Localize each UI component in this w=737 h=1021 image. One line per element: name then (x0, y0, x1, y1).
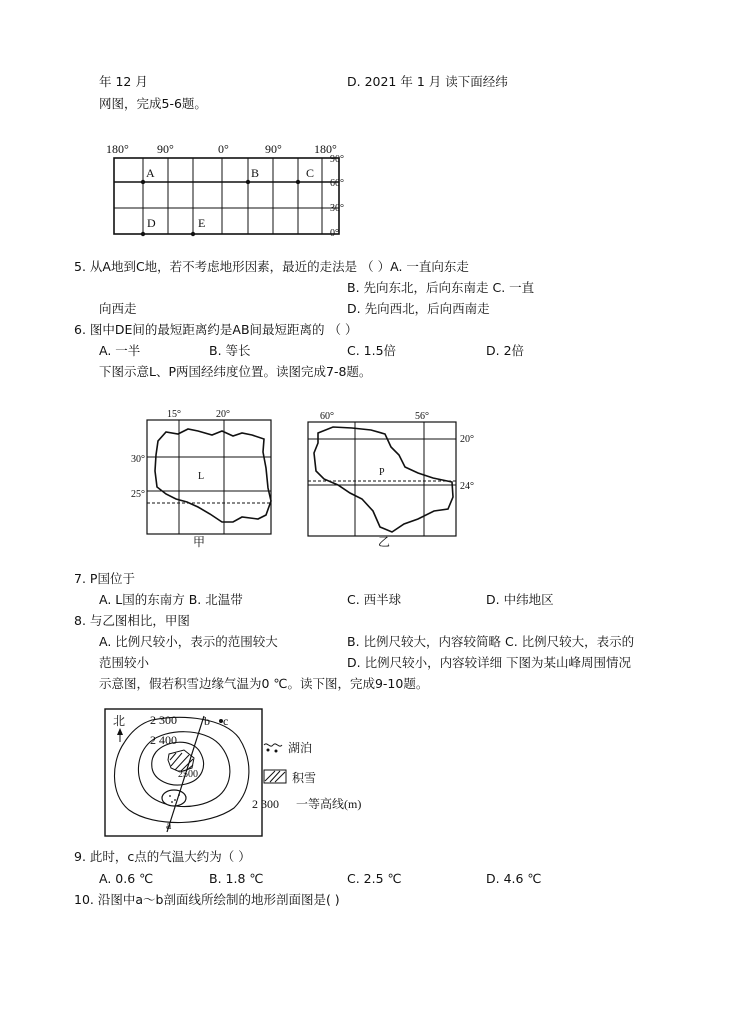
contour-2500: 2500 (178, 769, 198, 780)
point-c-label: c (223, 714, 229, 728)
jia-lat-25: 25° (131, 489, 145, 500)
question-7-option-d: D. 中纬地区 (486, 592, 554, 607)
lat-label-30: 30° (330, 203, 344, 214)
question-9-option-a: A. 0.6 ℃ (99, 871, 154, 886)
caption-jia: 甲 (193, 535, 206, 549)
legend-snow: 积雪 (292, 771, 317, 785)
question-5-options-b: B. 先向东北，后向东南走 C. 一直 (347, 280, 535, 295)
question-8: 8. 与乙图相比，甲图 (74, 613, 190, 628)
contour-2400: 2 400 (150, 733, 177, 747)
legend-lake: 湖泊 (288, 741, 313, 755)
map-jia (130, 405, 278, 550)
question-5: 5. 从A地到C地，若不考虑地形因素，最近的走法是 （ ）A. 一直向东走 (74, 259, 469, 274)
line-1-right: D. 2021 年 1 月 读下面经纬 (347, 74, 508, 89)
contour-2300-legend: 2 300 (252, 797, 279, 811)
question-6-option-c: C. 1.5倍 (347, 343, 397, 358)
point-e: E (198, 216, 206, 230)
jia-lon-15: 15° (167, 409, 181, 420)
question-7: 7. P国位于 (74, 571, 135, 586)
legend-lake-symbol (264, 744, 282, 752)
question-9-option-d: D. 4.6 ℃ (486, 871, 542, 886)
point-b-label: b (204, 714, 210, 728)
question-8-option-d: D. 比例尺较小，内容较详细 下图为某山峰周围情况 (347, 655, 632, 670)
question-9-option-b: B. 1.8 ℃ (209, 871, 264, 886)
question-6-option-a: A. 一半 (99, 343, 141, 358)
question-8-option-a: A. 比例尺较小，表示的范围较大 (99, 634, 278, 649)
lat-labels (330, 154, 344, 239)
jia-lon-20: 20° (216, 409, 230, 420)
caption-yi: 乙 (378, 535, 391, 549)
line-1-left: 年 12 月 (99, 74, 148, 89)
yi-lon-56: 56° (415, 411, 429, 422)
point-a: A (146, 166, 155, 180)
intro-7-8: 下图示意L、P两国经纬度位置。读图完成7-8题。 (99, 364, 372, 379)
question-6-option-d: D. 2倍 (486, 343, 525, 358)
question-9-option-c: C. 2.5 ℃ (347, 871, 402, 886)
lon-label-90w: 90° (157, 142, 174, 156)
country-l: L (198, 471, 205, 482)
lat-label-60: 60° (330, 178, 344, 189)
lon-label-180e: 180° (314, 142, 337, 156)
lon-labels (106, 142, 337, 156)
point-b: B (251, 166, 260, 180)
point-a-label: a (166, 818, 172, 832)
line-2: 网图，完成5-6题。 (99, 96, 207, 111)
contour-2300-top: 2 300 (150, 713, 177, 727)
point-c: C (306, 166, 315, 180)
question-6-option-b: B. 等长 (209, 343, 251, 358)
question-7-options-ab: A. L国的东南方 B. 北温带 (99, 592, 243, 607)
question-8-options-bc: B. 比例尺较大，内容较简略 C. 比例尺较大，表示的 (347, 634, 635, 649)
question-7-option-c: C. 西半球 (347, 592, 402, 607)
lon-label-90e: 90° (265, 142, 282, 156)
point-d: D (147, 216, 156, 230)
yi-lon-60: 60° (320, 411, 334, 422)
lat-label-0: 0° (330, 228, 339, 239)
north-label: 北 (113, 714, 126, 728)
yi-lat-24: 24° (460, 481, 474, 492)
lon-label-0: 0° (218, 142, 229, 156)
question-6: 6. 图中DE间的最短距离约是AB间最短距离的 （ ） (74, 322, 358, 337)
map-yi (300, 405, 490, 550)
graticule-figure (100, 138, 360, 242)
question-10: 10. 沿图中a～b剖面线所绘制的地形剖面图是( ) (74, 892, 340, 907)
intro-9-10: 示意图，假若积雪边缘气温为0 ℃。读下图，完成9-10题。 (99, 676, 429, 691)
legend-contour: 一等高线(m) (296, 797, 362, 811)
country-p: P (379, 467, 385, 478)
lon-label-180w: 180° (106, 142, 129, 156)
question-5-option-c-cont: 向西走 (99, 301, 137, 316)
lat-label-90: 90° (330, 154, 344, 165)
question-5-option-d: D. 先向西北，后向西南走 (347, 301, 490, 316)
contour-figure (104, 708, 374, 840)
question-8-option-c-cont: 范围较小 (99, 655, 150, 670)
question-9: 9. 此时，c点的气温大约为（ ） (74, 849, 251, 864)
jia-lat-30: 30° (131, 454, 145, 465)
yi-lat-20: 20° (460, 434, 474, 445)
